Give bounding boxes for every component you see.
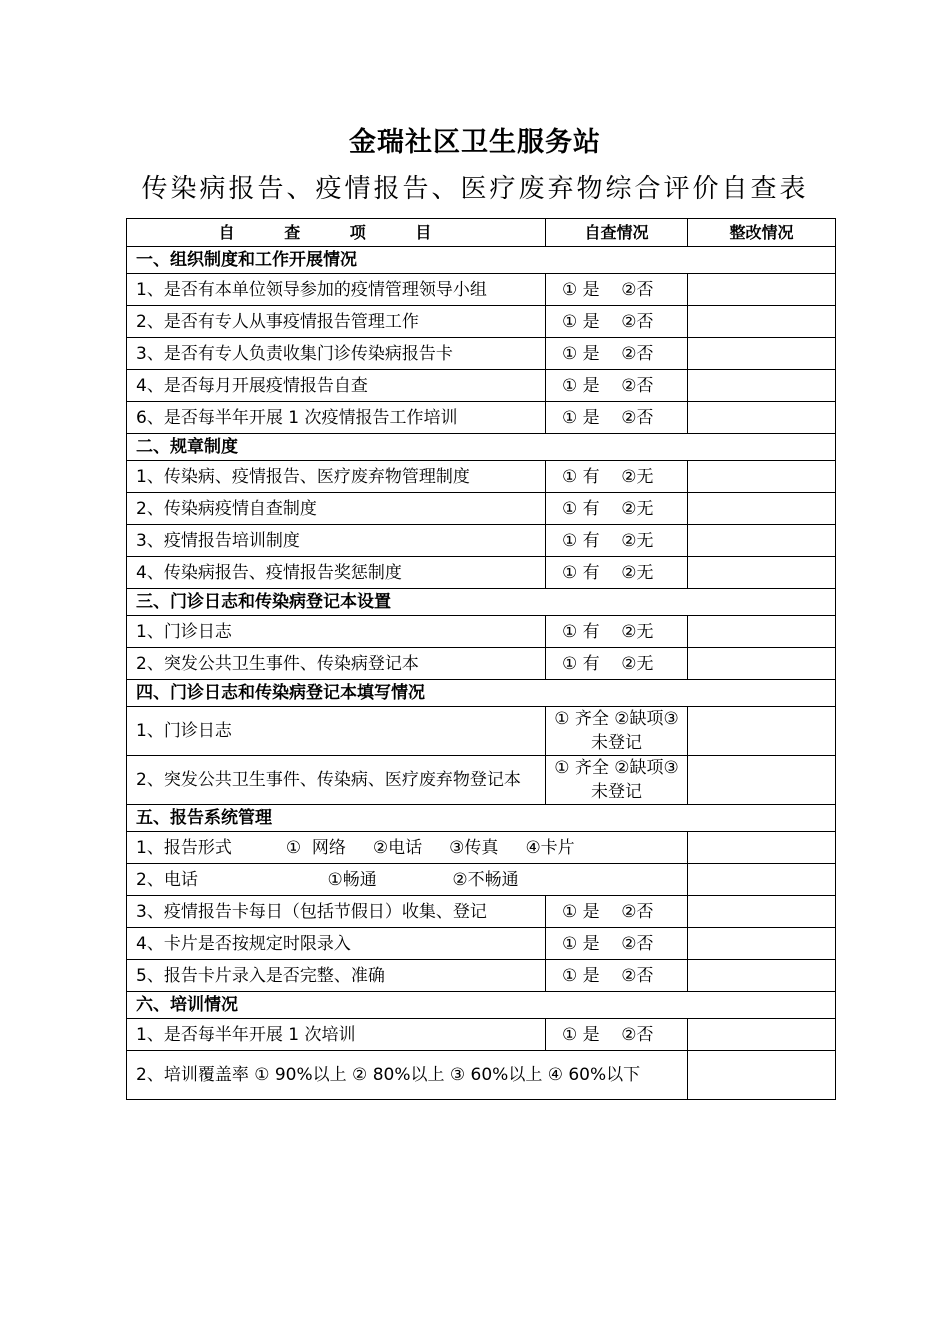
- item-text: 3、是否有专人负责收集门诊传染病报告卡: [127, 338, 546, 370]
- item-text: 1、门诊日志: [127, 707, 546, 756]
- status-options[interactable]: ① 有 ②无: [546, 525, 688, 557]
- table-row: [127, 864, 836, 896]
- section-row: [127, 247, 836, 274]
- section-row: [127, 992, 836, 1019]
- table-row: [127, 832, 836, 864]
- table-row: [127, 493, 836, 525]
- table-row: [127, 707, 836, 756]
- item-text: 4、是否每月开展疫情报告自查: [127, 370, 546, 402]
- status-options[interactable]: ① 是 ②否: [546, 338, 688, 370]
- status-options[interactable]: ① 是 ②否: [546, 960, 688, 992]
- table-row: [127, 306, 836, 338]
- fix-cell[interactable]: [688, 306, 836, 338]
- item-text: 1、门诊日志: [127, 616, 546, 648]
- page-subtitle: 传染病报告、疫情报告、医疗废弃物综合评价自查表: [141, 174, 809, 204]
- table-row: [127, 274, 836, 306]
- section-row: [127, 680, 836, 707]
- status-options[interactable]: ① 是 ②否: [546, 402, 688, 434]
- fix-cell[interactable]: [688, 960, 836, 992]
- table-row: [127, 756, 836, 805]
- fix-cell[interactable]: [688, 493, 836, 525]
- fix-cell[interactable]: [688, 864, 836, 896]
- item-text: 6、是否每半年开展 1 次疫情报告工作培训: [127, 402, 546, 434]
- status-options[interactable]: ① 有 ②无: [546, 493, 688, 525]
- fix-cell[interactable]: [688, 461, 836, 493]
- fix-cell[interactable]: [688, 402, 836, 434]
- table-row: [127, 896, 836, 928]
- table-row: [127, 370, 836, 402]
- section-title: 一、组织制度和工作开展情况: [127, 247, 836, 274]
- fix-cell[interactable]: [688, 648, 836, 680]
- span-item-text: 2、电话 ①畅通 ②不畅通: [127, 864, 688, 896]
- header-fix: 整改情况: [688, 219, 836, 247]
- status-options[interactable]: ① 有 ②无: [546, 616, 688, 648]
- self-check-table: [126, 218, 836, 1100]
- fix-cell[interactable]: [688, 832, 836, 864]
- fix-cell[interactable]: [688, 928, 836, 960]
- section-row: [127, 434, 836, 461]
- fix-cell[interactable]: [688, 707, 836, 756]
- table-row: [127, 616, 836, 648]
- table-row: [127, 1051, 836, 1100]
- fix-cell[interactable]: [688, 756, 836, 805]
- section-row: [127, 589, 836, 616]
- item-text: 4、传染病报告、疫情报告奖惩制度: [127, 557, 546, 589]
- fix-cell[interactable]: [688, 1051, 836, 1100]
- status-options[interactable]: ① 齐全 ②缺项③未登记: [546, 707, 688, 756]
- table-row: [127, 461, 836, 493]
- item-text: 5、报告卡片录入是否完整、准确: [127, 960, 546, 992]
- table-row: [127, 557, 836, 589]
- fix-cell[interactable]: [688, 616, 836, 648]
- item-text: 1、传染病、疫情报告、医疗废弃物管理制度: [127, 461, 546, 493]
- fix-cell[interactable]: [688, 370, 836, 402]
- span-item-text: 2、培训覆盖率 ① 90%以上 ② 80%以上 ③ 60%以上 ④ 60%以下: [127, 1051, 688, 1100]
- fix-cell[interactable]: [688, 1019, 836, 1051]
- fix-cell[interactable]: [688, 557, 836, 589]
- table-row: [127, 1019, 836, 1051]
- fix-cell[interactable]: [688, 525, 836, 557]
- status-options[interactable]: ① 是 ②否: [546, 306, 688, 338]
- status-options[interactable]: ① 是 ②否: [546, 896, 688, 928]
- table-row: [127, 960, 836, 992]
- table-row: [127, 338, 836, 370]
- item-text: 1、是否每半年开展 1 次培训: [127, 1019, 546, 1051]
- section-title: 六、培训情况: [127, 992, 836, 1019]
- item-text: 4、卡片是否按规定时限录入: [127, 928, 546, 960]
- item-text: 2、传染病疫情自查制度: [127, 493, 546, 525]
- status-options[interactable]: ① 有 ②无: [546, 557, 688, 589]
- header-status: 自查情况: [546, 219, 688, 247]
- item-text: 2、突发公共卫生事件、传染病、医疗废弃物登记本: [127, 756, 546, 805]
- header-item: 自 查 项 目: [127, 219, 546, 247]
- fix-cell[interactable]: [688, 274, 836, 306]
- section-title: 二、规章制度: [127, 434, 836, 461]
- table-row: [127, 648, 836, 680]
- fix-cell[interactable]: [688, 338, 836, 370]
- status-options[interactable]: ① 是 ②否: [546, 928, 688, 960]
- status-options[interactable]: ① 有 ②无: [546, 648, 688, 680]
- status-options[interactable]: ① 有 ②无: [546, 461, 688, 493]
- item-text: 3、疫情报告培训制度: [127, 525, 546, 557]
- table-row: [127, 928, 836, 960]
- section-title: 五、报告系统管理: [127, 805, 836, 832]
- table-header-row: [127, 219, 836, 247]
- status-options[interactable]: ① 是 ②否: [546, 370, 688, 402]
- table-row: [127, 525, 836, 557]
- page-title: 金瑞社区卫生服务站: [349, 127, 601, 158]
- item-text: 2、是否有专人从事疫情报告管理工作: [127, 306, 546, 338]
- status-options[interactable]: ① 是 ②否: [546, 274, 688, 306]
- item-text: 1、是否有本单位领导参加的疫情管理领导小组: [127, 274, 546, 306]
- item-text: 3、疫情报告卡每日（包括节假日）收集、登记: [127, 896, 546, 928]
- table-row: [127, 402, 836, 434]
- item-text: 2、突发公共卫生事件、传染病登记本: [127, 648, 546, 680]
- status-options[interactable]: ① 齐全 ②缺项③未登记: [546, 756, 688, 805]
- section-title: 三、门诊日志和传染病登记本设置: [127, 589, 836, 616]
- section-row: [127, 805, 836, 832]
- section-title: 四、门诊日志和传染病登记本填写情况: [127, 680, 836, 707]
- fix-cell[interactable]: [688, 896, 836, 928]
- status-options[interactable]: ① 是 ②否: [546, 1019, 688, 1051]
- span-item-text: 1、报告形式 ① 网络 ②电话 ③传真 ④卡片: [127, 832, 688, 864]
